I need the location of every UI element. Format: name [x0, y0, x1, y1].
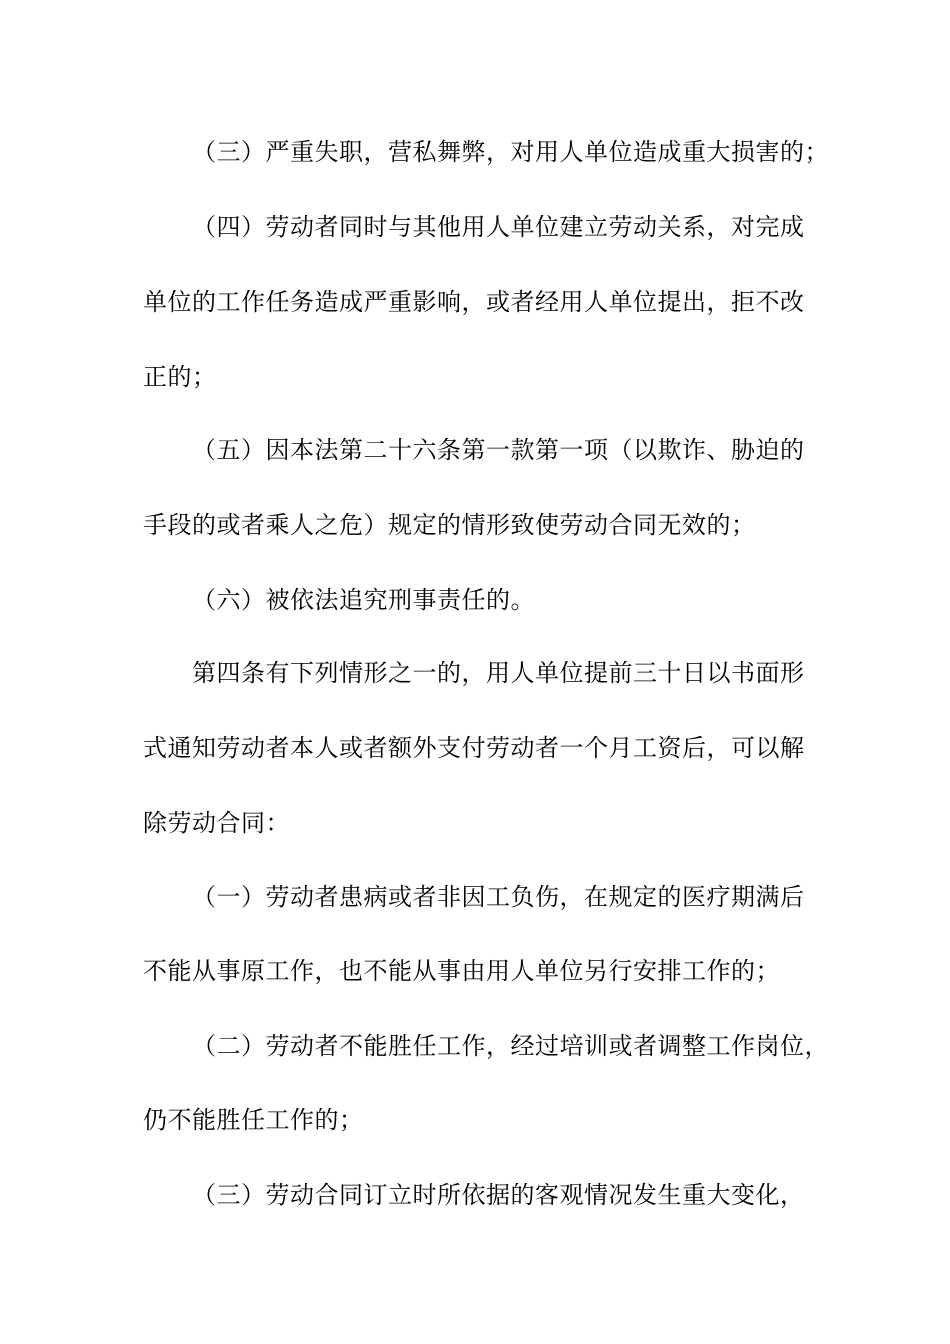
text-line: 式通知劳动者本人或者额外支付劳动者一个月工资后，可以解 — [143, 734, 805, 762]
text-line: （三）严重失职，营私舞弊，对用人单位造成重大损害的； — [192, 138, 829, 166]
text-line: （五）因本法第二十六条第一款第一项（以欺诈、胁迫的 — [192, 436, 805, 464]
text-line: （三）劳动合同订立时所依据的客观情况发生重大变化， — [192, 1181, 805, 1209]
text-line: （四）劳动者同时与其他用人单位建立劳动关系，对完成 — [192, 213, 805, 241]
text-line: 单位的工作任务造成严重影响，或者经用人单位提出，拒不改 — [143, 288, 805, 316]
text-line: 第四条有下列情形之一的，用人单位提前三十日以书面形 — [192, 659, 805, 687]
text-line: 仍不能胜任工作的； — [143, 1106, 364, 1134]
text-line: （六）被依法追究刑事责任的。 — [192, 586, 535, 614]
text-line: 不能从事原工作，也不能从事由用人单位另行安排工作的； — [143, 957, 780, 985]
text-line: 正的； — [143, 363, 217, 391]
text-line: （二）劳动者不能胜任工作，经过培训或者调整工作岗位， — [192, 1032, 829, 1060]
text-line: 除劳动合同： — [143, 809, 290, 837]
text-line: （一）劳动者患病或者非因工负伤，在规定的医疗期满后 — [192, 883, 805, 911]
text-line: 手段的或者乘人之危）规定的情形致使劳动合同无效的； — [143, 511, 756, 539]
